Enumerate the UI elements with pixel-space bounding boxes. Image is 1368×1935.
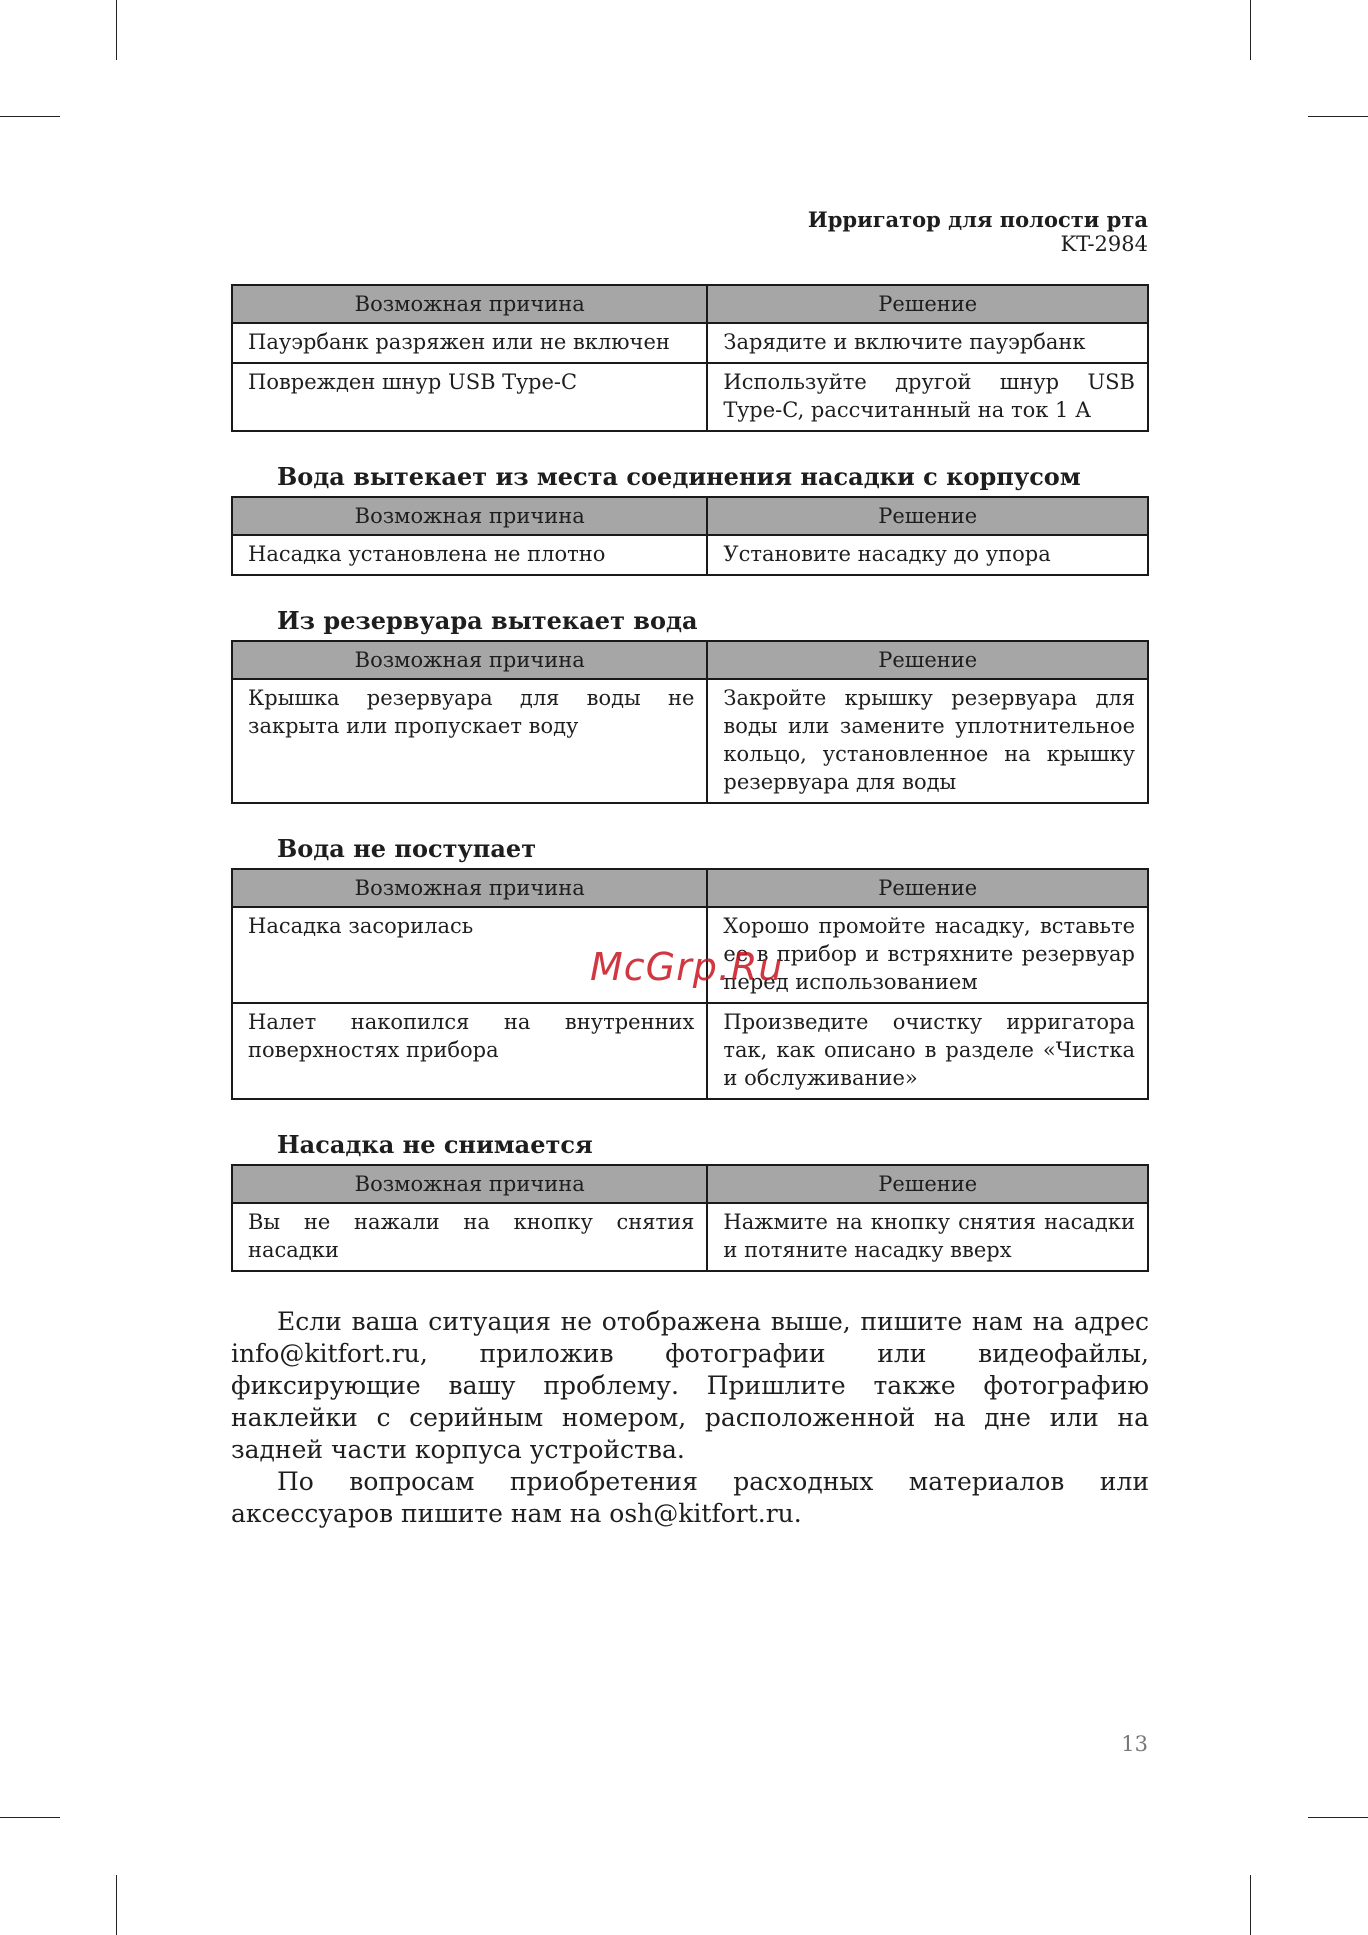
table-row (232, 1203, 1148, 1271)
cause-cell: Насадка установлена не плотно (232, 535, 707, 575)
solution-cell: Зарядите и включите пауэрбанк (707, 323, 1148, 363)
solution-cell: Произведите очистку ирригатора так, как описано в разделе «Чистка и обслуживание» (707, 1003, 1148, 1099)
column-header-solution: Решение (707, 1165, 1148, 1203)
table-row (232, 679, 1148, 803)
column-header-cause: Возможная причина (232, 285, 707, 323)
column-header-solution: Решение (707, 497, 1148, 535)
cause-cell: Вы не нажали на кнопку снятия насадки (232, 1203, 707, 1271)
solution-cell: Нажмите на кнопку снятия насадки и потяните насадку вверх (707, 1203, 1148, 1271)
column-header-solution: Решение (707, 869, 1148, 907)
solution-cell: Установите насадку до упора (707, 535, 1148, 575)
troubleshooting-table (231, 284, 1149, 432)
crop-mark (1308, 1817, 1368, 1818)
solution-cell: Используйте другой шнур USB Type-C, рассчитанный на ток 1 А (707, 363, 1148, 431)
paragraph: По вопросам приобретения расходных материалов или аксессуаров пишите нам на osh@kitfort.ru. (231, 1467, 1149, 1528)
cause-cell: Крышка резервуара для воды не закрыта или пропускает воду (232, 679, 707, 803)
watermark: McGrp.Ru (590, 945, 784, 989)
cause-cell: Пауэрбанк разряжен или не включен (232, 323, 707, 363)
crop-mark (0, 116, 60, 117)
contact-text (231, 1306, 1149, 1530)
column-header-cause: Возможная причина (232, 497, 707, 535)
section-heading: Вода вытекает из места соединения насадки с корпусом (277, 462, 1081, 491)
section-heading: Вода не поступает (277, 834, 537, 863)
page-number: 13 (1121, 1732, 1148, 1756)
crop-mark (1308, 116, 1368, 117)
crop-mark (1250, 1875, 1251, 1935)
table-row (232, 323, 1148, 363)
cause-cell: Поврежден шнур USB Type-C (232, 363, 707, 431)
crop-mark (116, 1875, 117, 1935)
document-title: Ирригатор для полости рта (807, 207, 1148, 232)
table-row (232, 363, 1148, 431)
table-row (232, 1003, 1148, 1099)
section-heading: Из резервуара вытекает вода (277, 606, 698, 635)
crop-mark (116, 0, 117, 60)
troubleshooting-table (231, 496, 1149, 576)
cause-cell: Налет накопился на внутренних поверхностях прибора (232, 1003, 707, 1099)
column-header-solution: Решение (707, 641, 1148, 679)
column-header-cause: Возможная причина (232, 869, 707, 907)
column-header-cause: Возможная причина (232, 1165, 707, 1203)
solution-cell: Хорошо промойте насадку, вставьте ее в прибор и встряхните резервуар перед использованием (707, 907, 1148, 1003)
page-header (808, 208, 1148, 256)
section-heading: Насадка не снимается (277, 1130, 593, 1159)
paragraph: Если ваша ситуация не отображена выше, пишите нам на адрес info@kitfort.ru, приложив фотографии или видеофайлы, фиксирующие вашу проблему. Пришлите также фотографию наклейки с серийным номером, расположенной на дне или на задней части корпуса устройства. (231, 1307, 1149, 1464)
page-content (231, 284, 1149, 1530)
column-header-cause: Возможная причина (232, 641, 707, 679)
cause-cell: Насадка засорилась (232, 907, 707, 1003)
table-row (232, 535, 1148, 575)
column-header-solution: Решение (707, 285, 1148, 323)
crop-mark (0, 1817, 60, 1818)
troubleshooting-table (231, 1164, 1149, 1272)
model-number: KT-2984 (1060, 232, 1148, 256)
troubleshooting-table (231, 640, 1149, 804)
solution-cell: Закройте крышку резервуара для воды или замените уплотнительное кольцо, установленное на крышку резервуара для воды (707, 679, 1148, 803)
crop-mark (1250, 0, 1251, 60)
